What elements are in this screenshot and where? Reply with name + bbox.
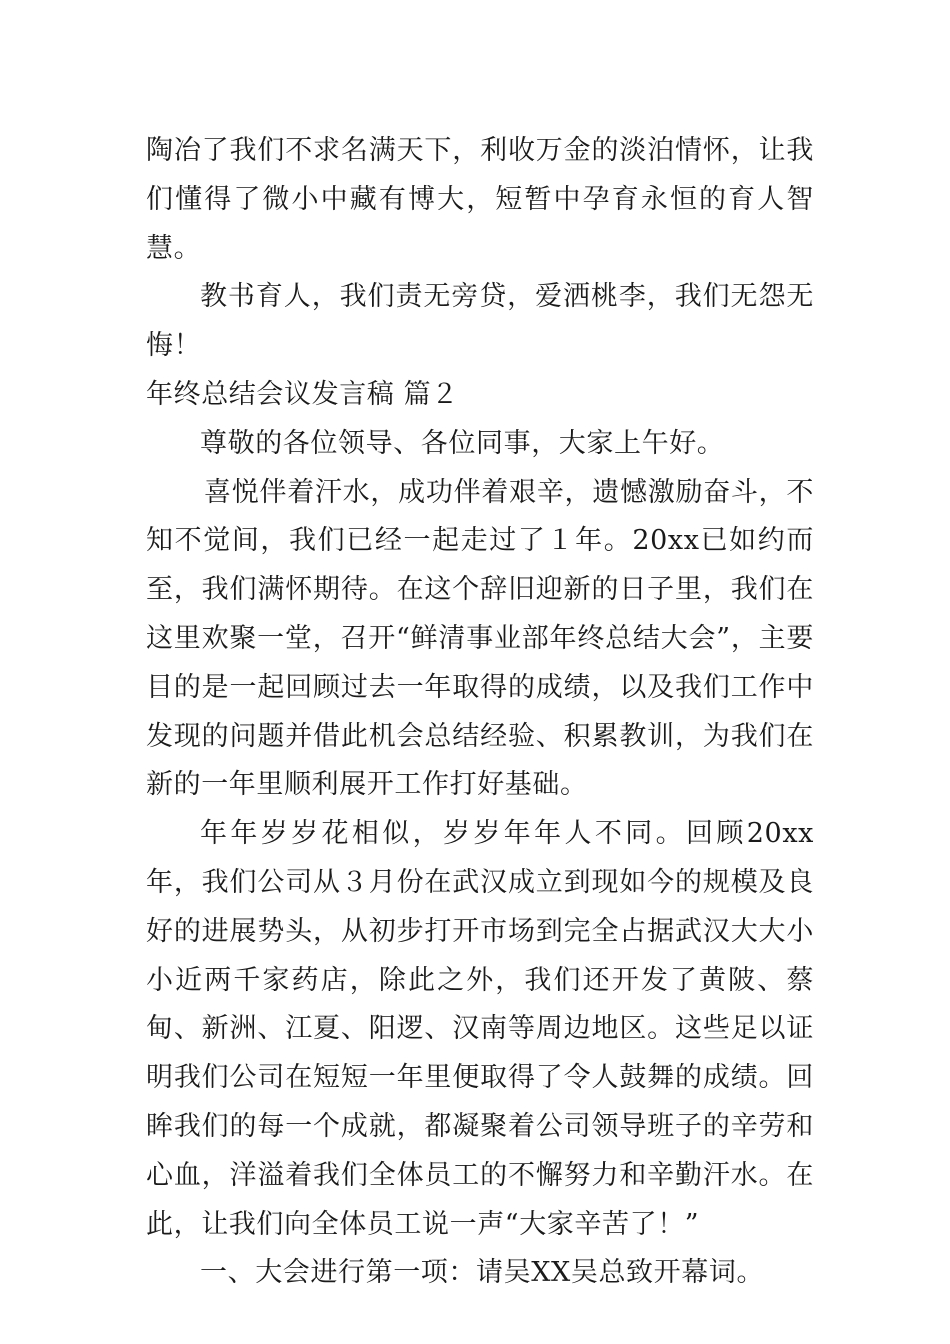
paragraph-4: 喜悦伴着汗水，成功伴着艰辛，遗憾激励奋斗，不知不觉间，我们已经一起走过了１年。20xx已如约而至，我们满怀期待。在这个辞旧迎新的日子里，我们在这里欢聚一堂，召开“鲜清事业部年终总结大会”，主要目的是一起回顾过去一年取得的成绩，以及我们工作中发现的问题并借此机会总结经验、积累教训，为我们在新的一年里顺利展开工作打好基础。	[146, 476, 814, 801]
paragraph-2: 教书育人，我们责无旁贷，爱洒桃李，我们无怨无悔！	[146, 281, 814, 362]
document-body	[146, 127, 814, 1298]
paragraph-5: 年年岁岁花相似，岁岁年年人不同。回顾20xx年，我们公司从３月份在武汉成立到现如今的规模及良好的进展势头，从初步打开市场到完全占据武汉大大小小近两千家药店，除此之外，我们还开发了黄陂、蔡甸、新洲、江夏、阳逻、汉南等周边地区。这些足以证明我们公司在短短一年里便取得了令人鼓舞的成绩。回眸我们的每一个成就，都凝聚着公司领导班子的辛劳和心血，洋溢着我们全体员工的不懈努力和辛勤汗水。在此，让我们向全体员工说一声“大家辛苦了！”	[146, 818, 814, 1240]
paragraph-1: 陶冶了我们不求名满天下，利收万金的淡泊情怀，让我们懂得了微小中藏有博大，短暂中孕育永恒的育人智慧。	[146, 135, 814, 264]
paragraph-3: 尊敬的各位领导、各位同事，大家上午好。	[200, 427, 725, 459]
paragraph-6: 一、大会进行第一项：请吴XX吴总致开幕词。	[200, 1257, 765, 1289]
section-title: 年终总结会议发言稿 篇２	[146, 378, 459, 410]
